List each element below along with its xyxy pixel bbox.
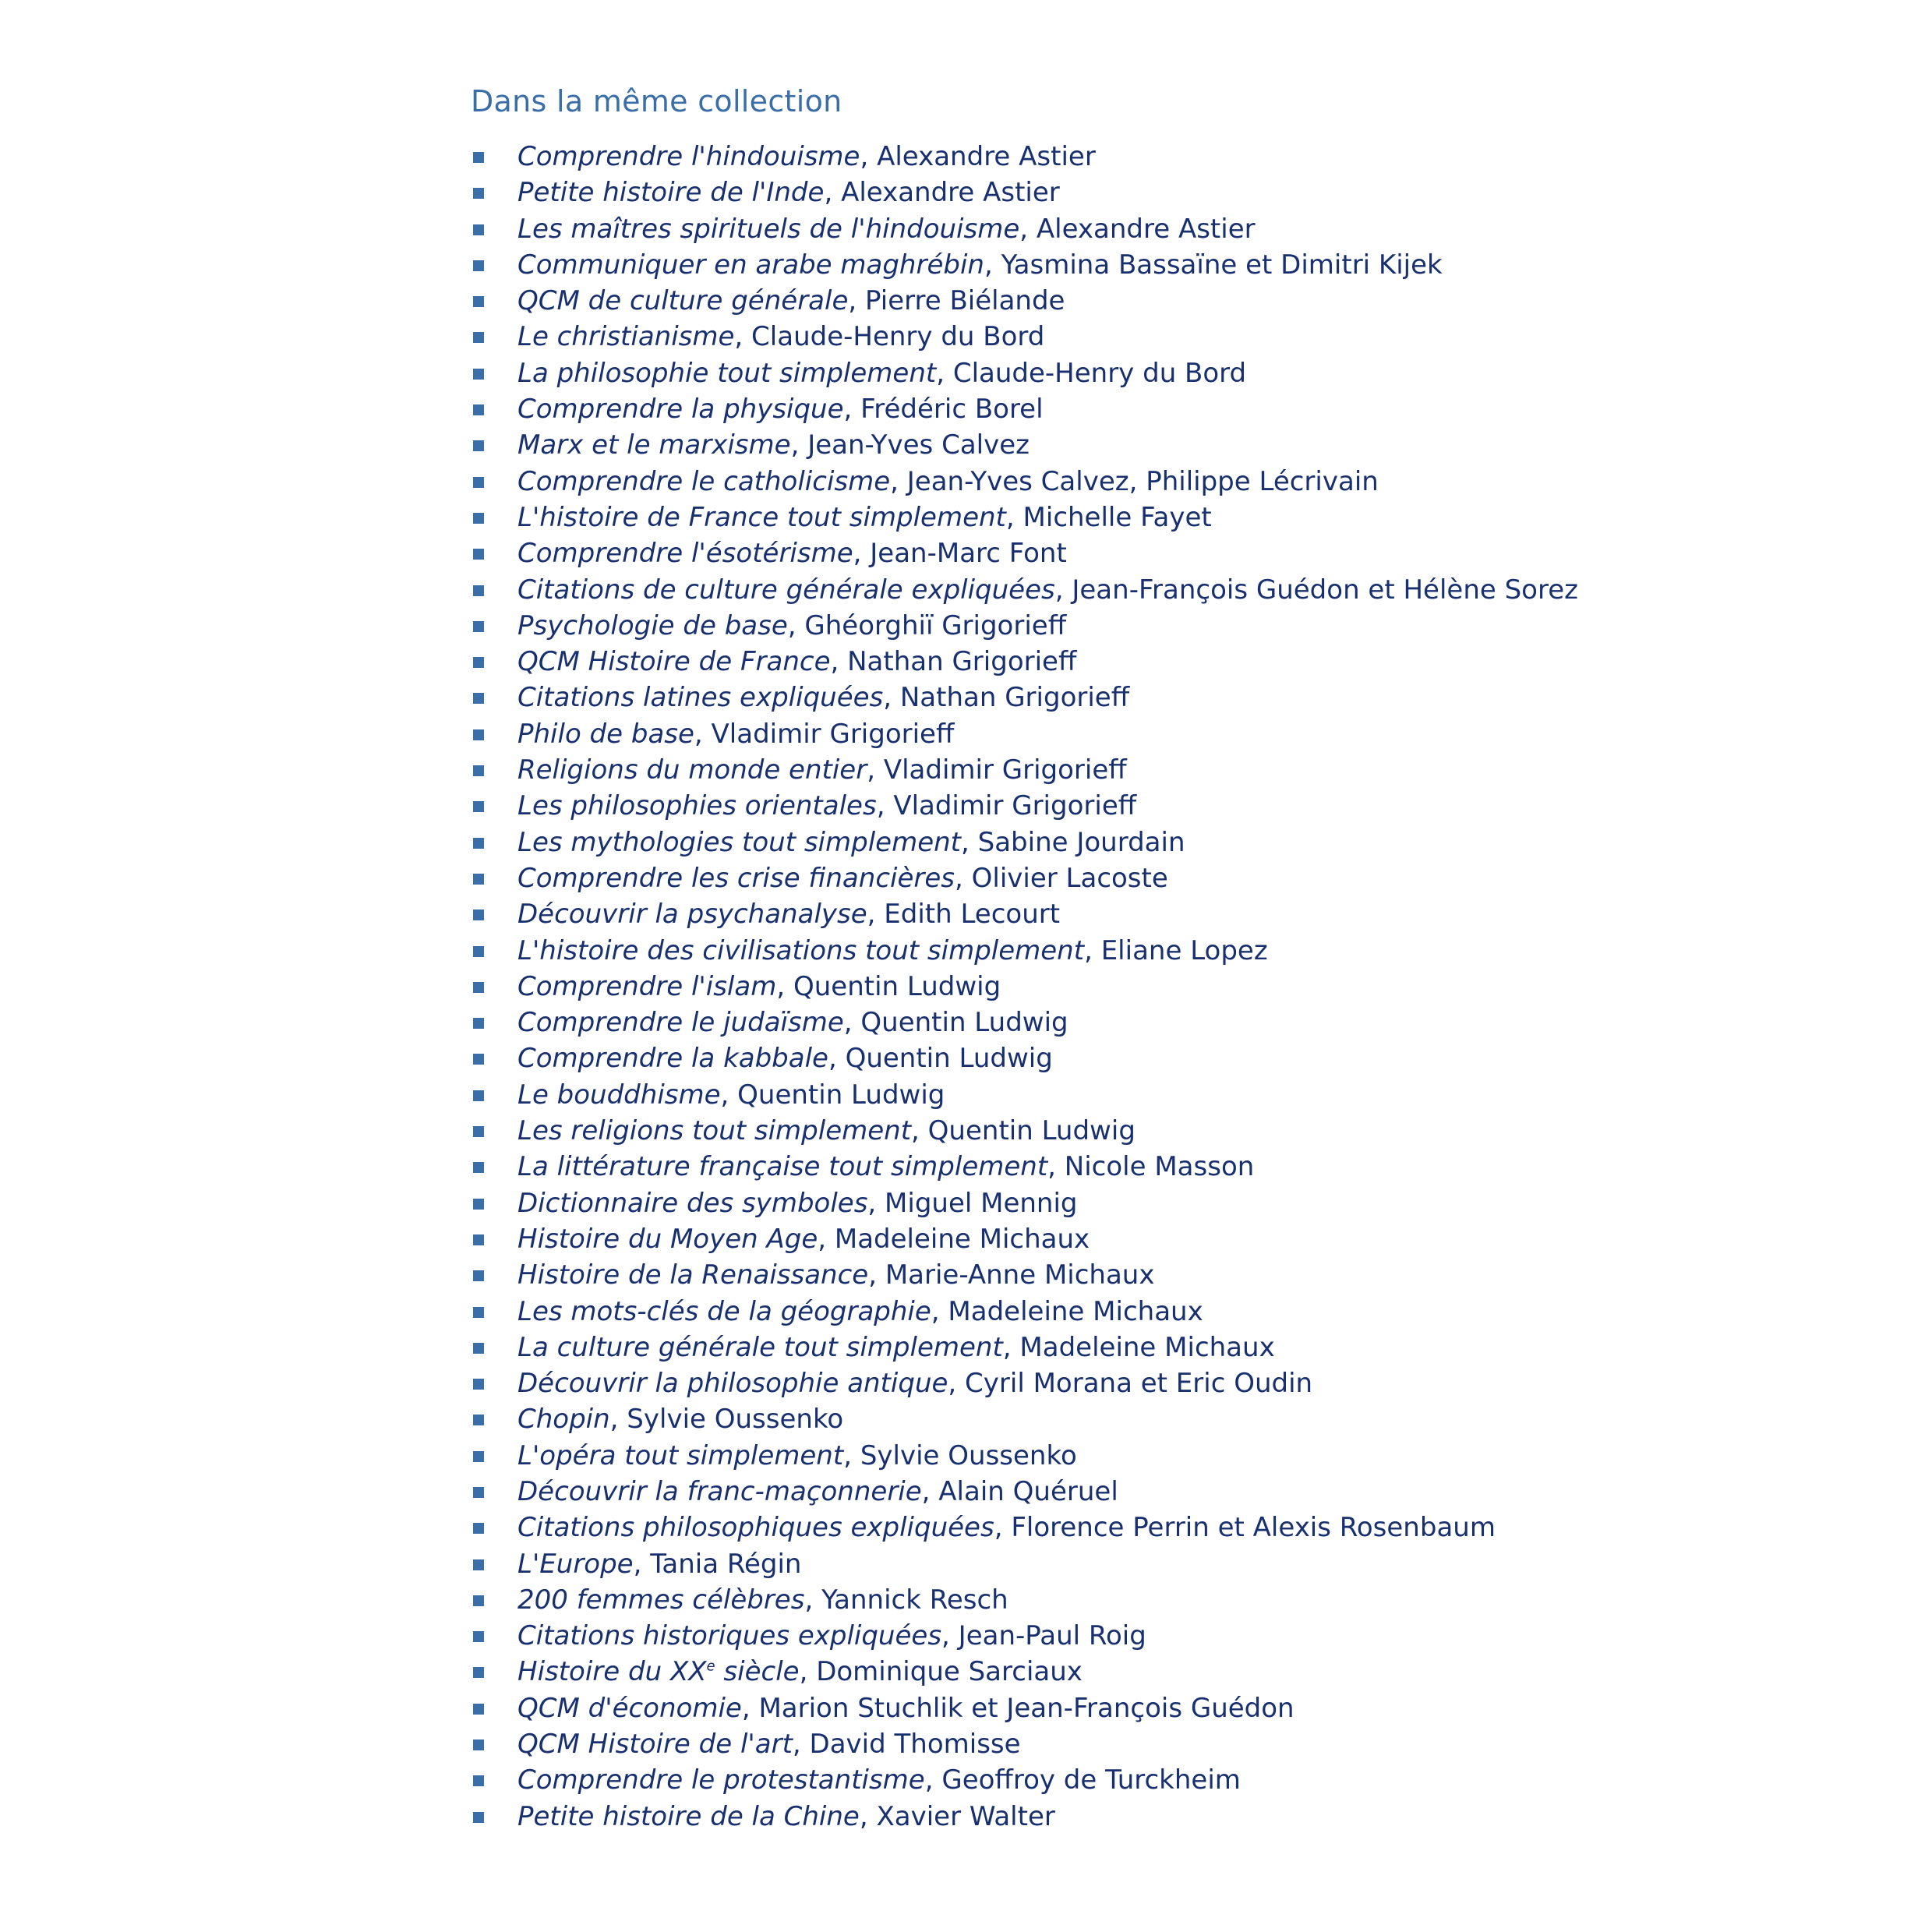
title-author-separator: , bbox=[860, 141, 878, 172]
book-author: Nicole Masson bbox=[1064, 1151, 1255, 1183]
book-author: Michelle Fayet bbox=[1023, 501, 1212, 533]
square-bullet-icon bbox=[473, 1090, 484, 1101]
book-title-text: Découvrir la philosophie antique bbox=[517, 1368, 948, 1400]
book-title bbox=[517, 249, 984, 281]
book-list-item bbox=[471, 1582, 1578, 1618]
book-title bbox=[517, 610, 788, 641]
book-list-item bbox=[471, 139, 1578, 175]
title-author-separator: , bbox=[867, 1187, 885, 1219]
book-list-item bbox=[471, 1149, 1578, 1185]
book-title bbox=[517, 502, 1006, 533]
book-list-item bbox=[471, 1618, 1578, 1654]
book-author: Alain Quéruel bbox=[938, 1475, 1118, 1507]
book-title bbox=[517, 321, 734, 352]
book-author: Eliane Lopez bbox=[1100, 934, 1268, 966]
title-author-separator: , bbox=[804, 1584, 822, 1616]
book-title bbox=[517, 790, 877, 821]
book-title-text: Comprendre le judaïsme bbox=[517, 1007, 844, 1039]
square-bullet-icon bbox=[473, 693, 484, 704]
book-list-item bbox=[471, 1113, 1578, 1149]
book-author: Geoffroy de Turckheim bbox=[941, 1764, 1241, 1796]
title-author-separator: , bbox=[853, 538, 871, 570]
book-title-text: Comprendre l'hindouisme bbox=[517, 141, 860, 172]
square-bullet-icon bbox=[473, 513, 484, 524]
title-author-separator: , bbox=[694, 718, 712, 750]
square-bullet-icon bbox=[473, 1018, 484, 1029]
book-author: Marion Stuchlik et Jean-François Guédon bbox=[758, 1692, 1294, 1724]
book-title bbox=[517, 429, 791, 461]
book-title-text: La littérature française tout simplement bbox=[517, 1151, 1048, 1183]
book-list-item bbox=[471, 1330, 1578, 1365]
square-bullet-icon bbox=[473, 838, 484, 849]
book-title bbox=[517, 1007, 844, 1038]
title-author-separator: , bbox=[790, 429, 808, 461]
title-author-separator: , bbox=[609, 1404, 627, 1436]
book-title-text: Découvrir la franc-maçonnerie bbox=[517, 1475, 922, 1507]
square-bullet-icon bbox=[473, 765, 484, 776]
square-bullet-icon bbox=[473, 621, 484, 632]
book-list-item bbox=[471, 1401, 1578, 1437]
square-bullet-icon bbox=[473, 1704, 484, 1715]
title-author-separator: , bbox=[876, 790, 894, 822]
book-title bbox=[517, 1729, 793, 1760]
title-author-separator: , bbox=[720, 1079, 738, 1111]
book-list-item bbox=[471, 1294, 1578, 1330]
book-author: Quentin Ludwig bbox=[737, 1079, 945, 1111]
book-title bbox=[517, 177, 824, 208]
book-title-text: L'histoire de France tout simplement bbox=[517, 501, 1006, 533]
title-author-separator: , bbox=[868, 1259, 885, 1291]
title-author-separator: , bbox=[961, 826, 978, 858]
book-author: Nathan Grigorieff bbox=[899, 682, 1130, 714]
book-list-item bbox=[471, 1654, 1578, 1690]
title-author-separator: , bbox=[824, 177, 842, 209]
title-author-separator: , bbox=[1002, 1331, 1020, 1363]
book-title-text: Comprendre les crise financières bbox=[517, 862, 955, 894]
book-title-text: 200 femmes célèbres bbox=[517, 1584, 805, 1616]
book-title bbox=[517, 971, 776, 1002]
book-author: Vladimir Grigorieff bbox=[893, 790, 1137, 822]
book-author: Yasmina Bassaïne et Dimitri Kijek bbox=[1001, 249, 1443, 281]
book-title bbox=[517, 1151, 1047, 1182]
title-author-separator: , bbox=[828, 1043, 846, 1075]
book-title bbox=[517, 574, 1055, 606]
book-title-text: Comprendre le catholicisme bbox=[517, 465, 891, 497]
book-title-text: Les mots-clés de la géographie bbox=[517, 1295, 931, 1327]
book-author: Alexandre Astier bbox=[1036, 213, 1256, 245]
book-title-text: QCM Histoire de France bbox=[517, 646, 831, 678]
book-title bbox=[517, 646, 831, 677]
book-list-item bbox=[471, 1546, 1578, 1582]
book-title bbox=[517, 141, 860, 172]
book-author: Olivier Lacoste bbox=[971, 862, 1168, 894]
book-title bbox=[517, 1512, 994, 1543]
square-bullet-icon bbox=[473, 152, 484, 163]
book-title-text: L'opéra tout simplement bbox=[517, 1439, 844, 1471]
book-title bbox=[517, 1404, 610, 1435]
collection-page bbox=[471, 78, 1874, 1832]
title-author-separator: , bbox=[792, 1729, 810, 1761]
book-list-item bbox=[471, 1762, 1578, 1798]
book-author: Sylvie Oussenko bbox=[627, 1404, 844, 1436]
book-list-item bbox=[471, 1726, 1578, 1762]
square-bullet-icon bbox=[473, 404, 484, 415]
book-title-text: Citations philosophiques expliquées bbox=[517, 1512, 994, 1544]
title-author-separator: , bbox=[741, 1692, 759, 1724]
book-title-text: QCM d'économie bbox=[517, 1692, 742, 1724]
book-title-text: Religions du monde entier bbox=[517, 754, 867, 786]
title-author-separator: , bbox=[1019, 213, 1037, 245]
book-title bbox=[517, 1440, 843, 1471]
book-author: Tania Régin bbox=[650, 1548, 802, 1580]
book-list-item bbox=[471, 1510, 1578, 1545]
book-author: Florence Perrin et Alexis Rosenbaum bbox=[1011, 1512, 1496, 1544]
book-title-text: Citations historiques expliquées bbox=[517, 1620, 942, 1652]
book-list-item bbox=[471, 464, 1578, 500]
book-title bbox=[517, 1332, 1003, 1363]
title-author-separator: , bbox=[1047, 1151, 1065, 1183]
book-author: Madeleine Michaux bbox=[834, 1223, 1090, 1255]
book-title-text: Comprendre l'ésotérisme bbox=[517, 538, 853, 570]
title-author-separator: , bbox=[984, 249, 1001, 281]
book-list-item bbox=[471, 896, 1578, 932]
book-list-item bbox=[471, 391, 1578, 427]
title-author-separator: , bbox=[921, 1475, 939, 1507]
title-author-separator: , bbox=[1054, 574, 1072, 606]
book-title-text: L'Europe bbox=[517, 1548, 634, 1580]
book-title-text: Comprendre le protestantisme bbox=[517, 1764, 925, 1796]
title-author-separator: , bbox=[911, 1115, 928, 1147]
book-title-text: La philosophie tout simplement bbox=[517, 357, 937, 389]
title-author-separator: , bbox=[994, 1512, 1012, 1544]
book-list-item bbox=[471, 175, 1578, 210]
book-title-text: QCM de culture générale bbox=[517, 285, 849, 317]
square-bullet-icon bbox=[473, 188, 484, 199]
book-title bbox=[517, 754, 867, 786]
square-bullet-icon bbox=[473, 1415, 484, 1425]
title-author-separator: , bbox=[818, 1223, 835, 1255]
book-author: Yannick Resch bbox=[821, 1584, 1008, 1616]
square-bullet-icon bbox=[473, 1451, 484, 1462]
book-list-item bbox=[471, 1005, 1578, 1040]
book-title-text: Les maîtres spirituels de l'hindouisme bbox=[517, 213, 1020, 245]
book-author: Miguel Mennig bbox=[885, 1187, 1078, 1219]
book-list-item bbox=[471, 969, 1578, 1005]
book-title-text: Citations de culture générale expliquées bbox=[517, 574, 1055, 606]
title-author-separator: , bbox=[948, 1368, 966, 1400]
book-list-item bbox=[471, 644, 1578, 680]
book-author: Madeleine Michaux bbox=[948, 1295, 1203, 1327]
book-title-text: Le christianisme bbox=[517, 321, 735, 353]
title-author-separator: , bbox=[890, 465, 907, 497]
book-author: Cyril Morana et Eric Oudin bbox=[965, 1368, 1313, 1400]
book-list-item bbox=[471, 1221, 1578, 1257]
book-author: Ghéorghiï Grigorieff bbox=[804, 609, 1067, 641]
book-list-item bbox=[471, 247, 1578, 283]
book-list-item bbox=[471, 788, 1578, 824]
title-author-separator: , bbox=[1084, 934, 1101, 966]
book-title-superscript: e bbox=[706, 1658, 715, 1676]
book-list-item bbox=[471, 211, 1578, 247]
square-bullet-icon bbox=[473, 1667, 484, 1678]
square-bullet-icon bbox=[473, 657, 484, 668]
book-title bbox=[517, 1188, 867, 1219]
book-title bbox=[517, 1296, 931, 1327]
book-author: Alexandre Astier bbox=[841, 177, 1060, 209]
book-author: Pierre Biélande bbox=[865, 285, 1065, 317]
book-title bbox=[517, 682, 883, 713]
book-author: Jean-Yves Calvez, Philippe Lécrivain bbox=[906, 465, 1379, 497]
square-bullet-icon bbox=[473, 1559, 484, 1570]
book-author: Jean-Yves Calvez bbox=[807, 429, 1030, 461]
book-author: Vladimir Grigorieff bbox=[883, 754, 1127, 786]
square-bullet-icon bbox=[473, 1740, 484, 1750]
square-bullet-icon bbox=[473, 1379, 484, 1390]
title-author-separator: , bbox=[843, 1439, 860, 1471]
square-bullet-icon bbox=[473, 1631, 484, 1642]
book-title-text: Citations latines expliquées bbox=[517, 682, 884, 714]
square-bullet-icon bbox=[473, 729, 484, 740]
square-bullet-icon bbox=[473, 1775, 484, 1786]
square-bullet-icon bbox=[473, 909, 484, 920]
book-author: David Thomisse bbox=[809, 1729, 1021, 1761]
book-title bbox=[517, 1368, 948, 1399]
book-title bbox=[517, 1476, 922, 1507]
book-author: Edith Lecourt bbox=[884, 899, 1061, 931]
book-title-text: Découvrir la psychanalyse bbox=[517, 899, 867, 931]
book-title-text: Dictionnaire des symboles bbox=[517, 1187, 868, 1219]
book-list-item bbox=[471, 1257, 1578, 1293]
book-title-text: Les mythologies tout simplement bbox=[517, 826, 961, 858]
book-title-text: Le bouddhisme bbox=[517, 1079, 721, 1111]
book-title bbox=[517, 899, 867, 930]
square-bullet-icon bbox=[473, 224, 484, 235]
book-author: Quentin Ludwig bbox=[793, 970, 1001, 1002]
square-bullet-icon bbox=[473, 585, 484, 596]
title-author-separator: , bbox=[924, 1764, 942, 1796]
square-bullet-icon bbox=[473, 946, 484, 957]
book-list-item bbox=[471, 427, 1578, 463]
book-list-item bbox=[471, 1799, 1578, 1835]
book-title bbox=[517, 358, 936, 389]
square-bullet-icon bbox=[473, 801, 484, 812]
book-list-item bbox=[471, 933, 1578, 969]
book-list-item bbox=[471, 1185, 1578, 1221]
book-title-text: Petite histoire de l'Inde bbox=[517, 177, 825, 209]
title-author-separator: , bbox=[936, 357, 953, 389]
book-title bbox=[517, 214, 1019, 245]
title-author-separator: , bbox=[734, 321, 752, 353]
collection-heading: Dans la même collection bbox=[471, 84, 842, 118]
book-list-item bbox=[471, 825, 1578, 860]
book-title bbox=[517, 935, 1084, 966]
square-bullet-icon bbox=[473, 1234, 484, 1245]
title-author-separator: , bbox=[799, 1656, 817, 1688]
title-author-separator: , bbox=[867, 899, 885, 931]
square-bullet-icon bbox=[473, 1307, 484, 1318]
book-list-item bbox=[471, 860, 1578, 896]
book-list-item bbox=[471, 535, 1578, 571]
book-title bbox=[517, 827, 961, 858]
book-list-item bbox=[471, 1690, 1578, 1726]
title-author-separator: , bbox=[931, 1295, 948, 1327]
book-author: Sylvie Oussenko bbox=[860, 1439, 1077, 1471]
book-title-text: Comprendre la physique bbox=[517, 394, 844, 426]
book-title bbox=[517, 466, 890, 497]
square-bullet-icon bbox=[473, 1343, 484, 1354]
book-author: Quentin Ludwig bbox=[927, 1115, 1136, 1147]
book-title bbox=[517, 538, 853, 569]
square-bullet-icon bbox=[473, 369, 484, 380]
book-title bbox=[517, 285, 848, 316]
book-list-item bbox=[471, 608, 1578, 644]
book-author: Nathan Grigorieff bbox=[847, 646, 1077, 678]
book-title bbox=[517, 1259, 868, 1291]
title-author-separator: , bbox=[1005, 501, 1023, 533]
book-title-text: Petite histoire de la Chine bbox=[517, 1800, 860, 1832]
title-author-separator: , bbox=[941, 1620, 959, 1652]
book-list-item bbox=[471, 500, 1578, 535]
book-author: Xavier Walter bbox=[876, 1800, 1055, 1832]
book-list-item bbox=[471, 752, 1578, 788]
book-title-text: La culture générale tout simplement bbox=[517, 1331, 1003, 1363]
book-list-item bbox=[471, 572, 1578, 608]
square-bullet-icon bbox=[473, 1270, 484, 1281]
book-title-text: Marx et le marxisme bbox=[517, 429, 791, 461]
book-author: Madeleine Michaux bbox=[1019, 1331, 1275, 1363]
book-author: Claude-Henry du Bord bbox=[952, 357, 1247, 389]
book-list-item bbox=[471, 355, 1578, 391]
book-author: Jean-Paul Roig bbox=[958, 1620, 1146, 1652]
book-list-item bbox=[471, 1040, 1578, 1076]
book-author: Alexandre Astier bbox=[877, 141, 1096, 172]
book-title bbox=[517, 863, 955, 894]
book-title bbox=[517, 1801, 860, 1832]
book-title-text: Philo de base bbox=[517, 718, 694, 750]
book-author: Vladimir Grigorieff bbox=[711, 718, 955, 750]
square-bullet-icon bbox=[473, 549, 484, 560]
book-title-text: Histoire du Moyen Age bbox=[517, 1223, 818, 1255]
book-list-item bbox=[471, 319, 1578, 355]
square-bullet-icon bbox=[473, 440, 484, 451]
title-author-separator: , bbox=[859, 1800, 877, 1832]
book-title-text: Communiquer en arabe maghrébin bbox=[517, 249, 984, 281]
title-author-separator: , bbox=[843, 394, 861, 426]
book-title-text-continued: siècle bbox=[715, 1656, 800, 1688]
book-author: Quentin Ludwig bbox=[860, 1007, 1068, 1039]
book-title-text: Histoire du XX bbox=[517, 1656, 707, 1688]
book-title-text: Comprendre l'islam bbox=[517, 970, 777, 1002]
book-list-item bbox=[471, 1077, 1578, 1113]
title-author-separator: , bbox=[843, 1007, 861, 1039]
book-list-item bbox=[471, 680, 1578, 715]
square-bullet-icon bbox=[473, 260, 484, 271]
square-bullet-icon bbox=[473, 1126, 484, 1137]
book-title bbox=[517, 1620, 941, 1651]
square-bullet-icon bbox=[473, 1523, 484, 1534]
book-list-item bbox=[471, 1365, 1578, 1401]
square-bullet-icon bbox=[473, 296, 484, 307]
square-bullet-icon bbox=[473, 1162, 484, 1173]
book-title bbox=[517, 1693, 742, 1724]
book-list-item bbox=[471, 283, 1578, 319]
book-author: Jean-Marc Font bbox=[870, 538, 1067, 570]
square-bullet-icon bbox=[473, 332, 484, 343]
book-list-item bbox=[471, 1438, 1578, 1474]
book-list-item bbox=[471, 716, 1578, 752]
square-bullet-icon bbox=[473, 1199, 484, 1210]
square-bullet-icon bbox=[473, 874, 484, 885]
book-title bbox=[517, 1549, 634, 1580]
book-title-text: Les philosophies orientales bbox=[517, 790, 877, 822]
book-title bbox=[517, 719, 694, 750]
book-author: Quentin Ludwig bbox=[845, 1043, 1053, 1075]
title-author-separator: , bbox=[830, 646, 848, 678]
book-title bbox=[517, 1079, 721, 1111]
book-title bbox=[517, 1224, 818, 1255]
book-author: Dominique Sarciaux bbox=[816, 1656, 1083, 1688]
book-author: Frédéric Borel bbox=[860, 394, 1044, 426]
square-bullet-icon bbox=[473, 1487, 484, 1498]
book-title bbox=[517, 1656, 800, 1687]
title-author-separator: , bbox=[776, 970, 793, 1002]
title-author-separator: , bbox=[848, 285, 865, 317]
book-title bbox=[517, 1764, 925, 1796]
book-list bbox=[471, 139, 1578, 1835]
book-title-text: Chopin bbox=[517, 1404, 610, 1436]
book-author: Jean-François Guédon et Hélène Sorez bbox=[1072, 574, 1578, 606]
square-bullet-icon bbox=[473, 1054, 484, 1065]
title-author-separator: , bbox=[883, 682, 900, 714]
book-title-text: QCM Histoire de l'art bbox=[517, 1729, 793, 1761]
square-bullet-icon bbox=[473, 477, 484, 488]
square-bullet-icon bbox=[473, 1595, 484, 1606]
book-title-text: Psychologie de base bbox=[517, 609, 788, 641]
book-list-item bbox=[471, 1474, 1578, 1510]
book-title bbox=[517, 394, 844, 425]
title-author-separator: , bbox=[867, 754, 884, 786]
book-title-text: Comprendre la kabbale bbox=[517, 1043, 828, 1075]
title-author-separator: , bbox=[787, 609, 805, 641]
square-bullet-icon bbox=[473, 982, 484, 993]
book-title bbox=[517, 1584, 804, 1616]
book-author: Claude-Henry du Bord bbox=[751, 321, 1045, 353]
book-title-text: L'histoire des civilisations tout simplement bbox=[517, 934, 1085, 966]
book-author: Sabine Jourdain bbox=[977, 826, 1185, 858]
book-title-text: Les religions tout simplement bbox=[517, 1115, 912, 1147]
book-author: Marie-Anne Michaux bbox=[885, 1259, 1155, 1291]
square-bullet-icon bbox=[473, 1812, 484, 1823]
title-author-separator: , bbox=[633, 1548, 651, 1580]
book-title bbox=[517, 1115, 911, 1146]
book-title bbox=[517, 1043, 828, 1074]
book-title-text: Histoire de la Renaissance bbox=[517, 1259, 869, 1291]
title-author-separator: , bbox=[954, 862, 972, 894]
